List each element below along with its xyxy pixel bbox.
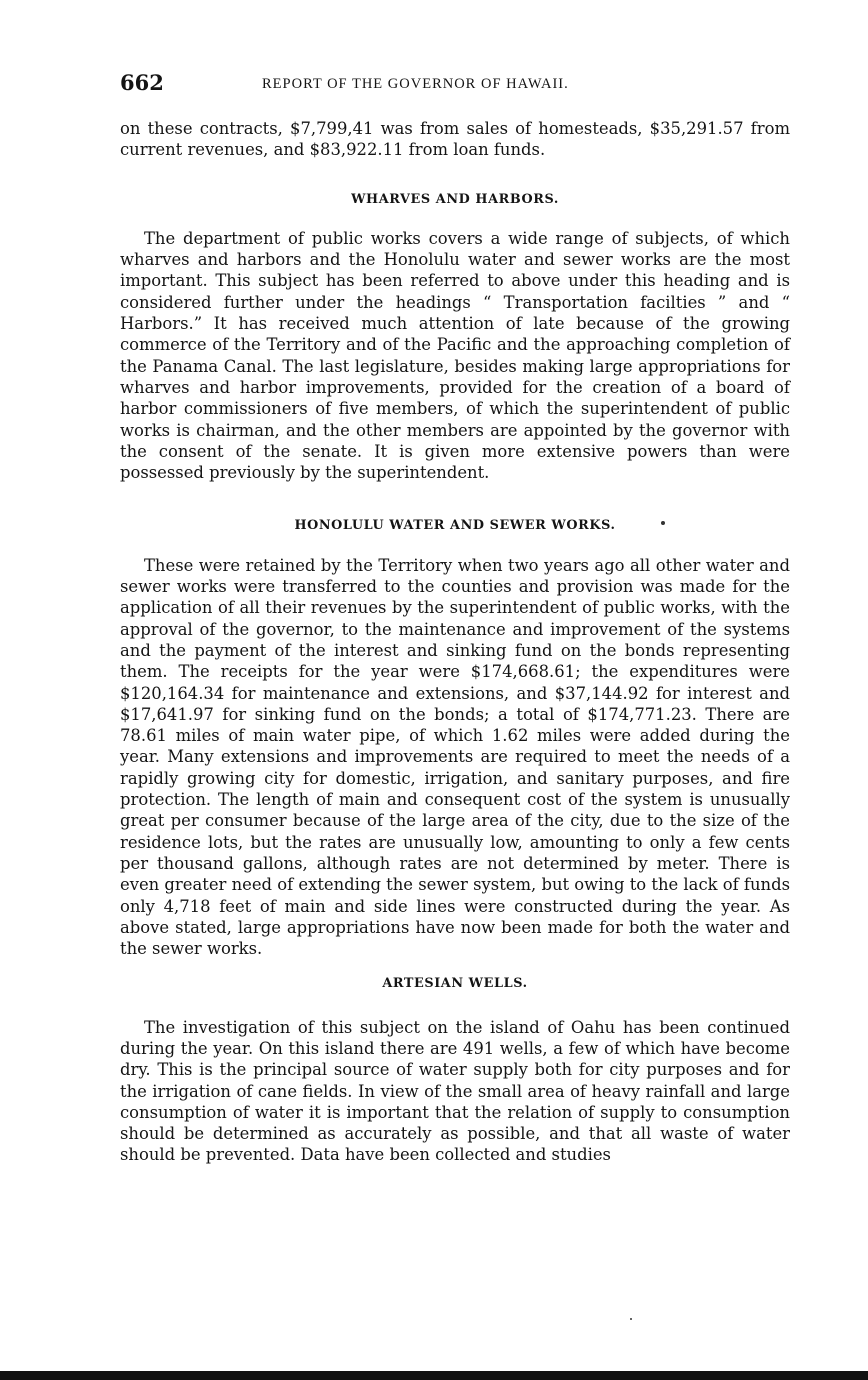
print-speck	[630, 1318, 632, 1320]
intro-paragraph: on these contracts, $7,799,41 was from sales of homesteads, $35,291.57 from current revenues, and $83,922.11 from loan funds.	[120, 119, 790, 160]
page-header	[120, 70, 790, 104]
body-text	[120, 118, 790, 1166]
wharves-paragraph: The department of public works covers a wide range of subjects, of which wharves and harbors and the Honolulu water and sewer works are the most important. This subject has been referred to above under this heading and is considered further under the headings “ Transportation facilties ” and “ Harbors.” It has received much attention of late because of the growing commerce of the Territory and of the Pacific and the approaching completion of the Panama Canal. The last legislature, besides making large appropriations for wharves and harbor improvements, provided for the creation of a board of harbor commissioners of five members, of which the superintendent of public works is chairman, and the other members are appointed by the governor with the consent of the senate. It is given more extensive powers than were possessed previously by the superintendent.	[120, 228, 790, 483]
water-sewer-paragraph: These were retained by the Territory when two years ago all other water and sewer works were transferred to the counties and provision was made for the application of all their revenues by the superintendent of public works, with the approval of the governor, to the maintenance and improvement of the systems and the payment of the interest and sinking fund on the bonds representing them. The receipts for the year were $174,668.61; the expenditures were $120,164.34 for maintenance and extensions, and $37,144.92 for interest and $17,641.97 for sinking fund on the bonds; a total of $174,771.23. There are 78.61 miles of main water pipe, of which 1.62 miles were added during the year. Many extensions and improvements are required to meet the needs of a rapidly growing city for domestic, irrigation, and sanitary purposes, and fire protection. The length of main and consequent cost of the system is unusually great per consumer because of the large area of the city, due to the size of the residence lots, but the rates are unusually low, amounting to only a few cents per thousand gallons, although rates are not determined by meter. There is even greater need of extending the sewer system, but owing to the lack of funds only 4,718 feet of main and side lines were constructed during the year. As above stated, large appropriations have now been made for both the water and the sewer works.	[120, 555, 790, 959]
print-speck	[661, 521, 665, 525]
section-heading-wharves: WHARVES AND HARBORS.	[351, 191, 559, 207]
running-title: REPORT OF THE GOVERNOR OF HAWAII.	[262, 76, 569, 92]
artesian-wells-paragraph: The investigation of this subject on the island of Oahu has been continued during the year. On this island there are 491 wells, a few of which have become dry. This is the principal source of water supply both for city purposes and for the irrigation of cane fields. In view of the small area of heavy rainfall and large consumption of water it is important that the relation of supply to consumption should be determined as accurately as possible, and that all waste of water should be prevented. Data have been collected and studies	[120, 1017, 790, 1165]
page-number: 662	[120, 70, 164, 95]
section-heading-artesian-wells: ARTESIAN WELLS.	[382, 976, 528, 992]
scan-bottom-edge	[0, 1371, 868, 1380]
section-heading-water-sewer: HONOLULU WATER AND SEWER WORKS.	[294, 518, 616, 534]
